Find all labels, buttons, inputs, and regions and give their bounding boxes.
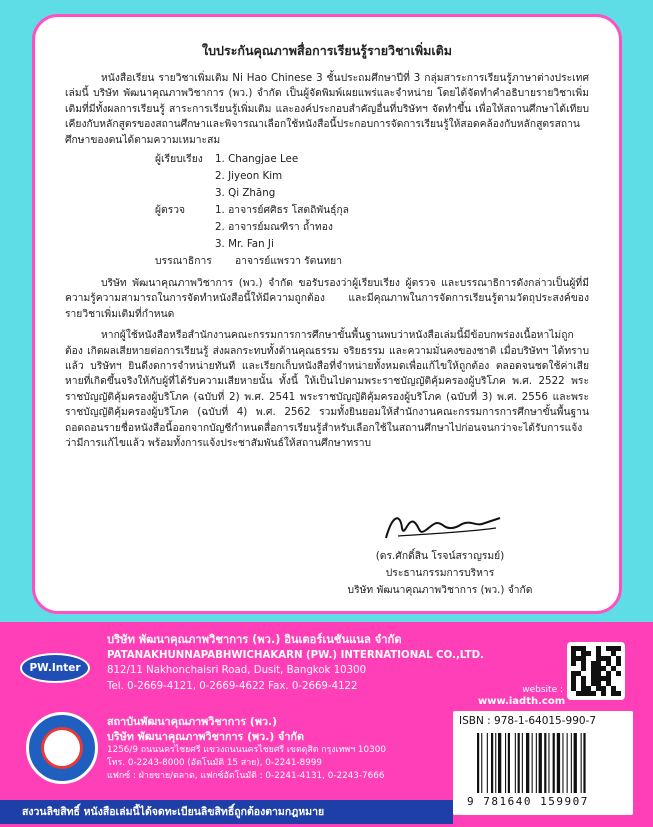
credit-name: 1. Changjae Lee	[215, 153, 299, 166]
handwritten-signature	[320, 508, 560, 546]
credit-name: 3. Qi Zhāng	[215, 187, 276, 200]
credit-role	[155, 168, 215, 185]
credit-name: 1. อาจารย์ศศิธร โสตถิพันธุ์กุล	[215, 204, 349, 217]
credit-row	[155, 185, 589, 202]
institute-address: 1256/9 ถนนนครไชยศรี แขวงถนนนครไชยศรี เขตดุสิต กรุงเทพฯ 10300	[107, 745, 386, 755]
institute-name: สถาบันพัฒนาคุณภาพวิชาการ (พว.)	[107, 715, 278, 728]
credit-row	[155, 168, 589, 185]
credit-row	[155, 219, 589, 236]
credit-row	[155, 236, 589, 253]
credit-name: 2. Jiyeon Kim	[215, 170, 283, 183]
back-cover-footer	[0, 622, 653, 827]
website-info	[478, 684, 566, 708]
publisher-name-th: บริษัท พัฒนาคุณภาพวิชาการ (พว.) อินเตอร์เนชันแนล จำกัด	[107, 633, 402, 646]
barcode	[475, 733, 625, 793]
institute-logo	[26, 712, 98, 784]
isbn-box	[453, 711, 633, 815]
pw-inter-logo: PW.Inter	[20, 653, 90, 683]
institute-company-name: บริษัท พัฒนาคุณภาพวิชาการ (พว.) จำกัด	[107, 730, 304, 743]
credit-role: ผู้ตรวจ	[155, 204, 186, 217]
guarantee-paragraph: บริษัท พัฒนาคุณภาพวิชาการ (พว.) จำกัด ขอรับรองว่าผู้เรียบเรียง ผู้ตรวจ และบรรณาธิการดังกล่าวเป็นผู้ที่มีความรู้ความสามารถในการจัดทำหนังสือนี้ให้มีความถูกต้อง และมีคุณภาพในการจัดการเรียนรู้ตามวัตถุประสงค์ของรายวิชาเพิ่มเติมที่กำหนด	[65, 277, 589, 320]
barcode-digits: 9 781640 159907	[467, 795, 589, 808]
credit-row	[155, 151, 589, 168]
signature-block	[320, 508, 560, 599]
credit-role	[155, 185, 215, 202]
credit-role	[155, 236, 215, 253]
copyright-notice: สงวนลิขสิทธิ์ หนังสือเล่มนี้ได้จดทะเบียนลิขสิทธิ์ถูกต้องตามกฎหมาย	[0, 800, 453, 824]
institute-logo-emblem	[41, 727, 83, 769]
intro-paragraph: หนังสือเรียน รายวิชาเพิ่มเติม Ni Hao Chinese 3 ชั้นประถมศึกษาปีที่ 3 กลุ่มสาระการเรียนรู้ภาษาต่างประเทศ เล่มนี้ บริษัท พัฒนาคุณภาพวิชาการ (พว.) จำกัด เป็นผู้จัดพิมพ์เผยแพร่และจำหน่าย โดยได้จัดทำคำอธิบายรายวิชาเพิ่มเติมที่มีทั้งผลการเรียนรู้ สาระการเรียนรู้เพิ่มเติม และองค์ประกอบสำคัญอื่นที่บริษัทฯ จัดทำขึ้น เพื่อให้สถานศึกษาได้เทียบเคียงกับหลักสูตรของสถานศึกษาและพิจารณาเลือกใช้หนังสือนี้ประกอบการจัดการเรียนรู้ให้สอดคล้องกับหลักสูตรสถานศึกษาของตนได้ตามความเหมาะสม	[65, 72, 589, 146]
credit-role	[155, 219, 215, 236]
publisher-name-en: PATANAKHUNNAPABHWICHAKARN (PW.) INTERNATIONAL CO.,LTD.	[107, 649, 484, 661]
qr-code[interactable]	[567, 642, 625, 700]
signatory-name: (ดร.ศักดิ์สิน โรจน์สราญรมย์)	[375, 550, 505, 562]
credit-role: ผู้เรียบเรียง	[155, 153, 203, 166]
publisher-address: 812/11 Nakhonchaisri Road, Dusit, Bangkok 10300	[107, 665, 367, 676]
institute-phone: โทร. 0-2243-8000 (อัตโนมัติ 15 สาย), 0-2241-8999	[107, 758, 323, 768]
credit-row	[155, 253, 589, 270]
publisher-phone: Tel. 0-2669-4121, 0-2669-4622 Fax. 0-2669-4122	[107, 680, 358, 692]
credit-name: 3. Mr. Fan Ji	[215, 238, 274, 251]
institute-fax: แฟกซ์ : ฝ่ายขาย/ตลาด, แฟกซ์อัตโนมัติ : 0-2241-4131, 0-2243-7666	[107, 771, 385, 781]
credit-name: 2. อาจารย์มณฑิรา ถ้ำทอง	[215, 221, 333, 234]
isbn-label: ISBN : 978-1-64015-990-7	[459, 715, 597, 727]
document-title: ใบประกันคุณภาพสื่อการเรียนรู้รายวิชาเพิ่มเติม	[202, 43, 452, 58]
signatory-title: ประธานกรรมการบริหาร	[385, 567, 495, 579]
website-label: website :	[522, 685, 563, 695]
credit-row	[155, 202, 589, 219]
publisher-info	[107, 632, 484, 694]
website-link[interactable]: www.iadth.com	[478, 696, 566, 707]
credit-name: อาจารย์แพรวา รัตนทยา	[235, 255, 342, 268]
qr-code-pattern	[571, 646, 621, 696]
liability-paragraph: หากผู้ใช้หนังสือหรือสำนักงานคณะกรรมการการศึกษาขั้นพื้นฐานพบว่าหนังสือเล่มนี้มีข้อบกพร่องเนื้อหาไม่ถูกต้อง เกิดผลเสียหายต่อการเรียนรู้ ส่งผลกระทบทั้งด้านคุณธรรม จริยธรรม และความมั่นคงของชาติ เมื่อบริษัทฯ ได้ทราบแล้ว บริษัทฯ ยินดีงดการจำหน่ายทันที และเรียกเก็บหนังสือที่จำหน่ายทั้งหมดเพื่อแก้ไขให้ถูกต้อง ตลอดจนชดใช้ค่าเสียหายที่เกิดขึ้นจริงให้กับผู้ที่ได้รับความเสียหายนั้น ทั้งนี้ ให้เป็นไปตามพระราชบัญญัติคุ้มครองผู้บริโภค พ.ศ. 2522 พระราชบัญญัติคุ้มครองผู้บริโภค (ฉบับที่ 2) พ.ศ. 2541 พระราชบัญญัติคุ้มครองผู้บริโภค (ฉบับที่ 3) พ.ศ. 2556 และพระราชบัญญัติคุ้มครองผู้บริโภค (ฉบับที่ 4) พ.ศ. 2562 รวมทั้งยินยอมให้สำนักงานคณะกรรมการการศึกษาขั้นพื้นฐานถอดถอนรายชื่อหนังสือนี้ออกจากบัญชีกำหนดสื่อการเรียนรู้สำหรับเลือกใช้ในสถานศึกษาไปก่อนจนกว่าจะได้รับการแจ้งว่ามีการแก้ไขแล้ว พร้อมทั้งการแจ้งประชาสัมพันธ์ให้สถานศึกษาทราบ	[65, 329, 589, 450]
credit-role: บรรณาธิการ	[155, 255, 212, 268]
signatory-company: บริษัท พัฒนาคุณภาพวิชาการ (พว.) จำกัด	[347, 584, 533, 596]
credits-list	[155, 151, 589, 270]
institute-info	[107, 714, 437, 783]
